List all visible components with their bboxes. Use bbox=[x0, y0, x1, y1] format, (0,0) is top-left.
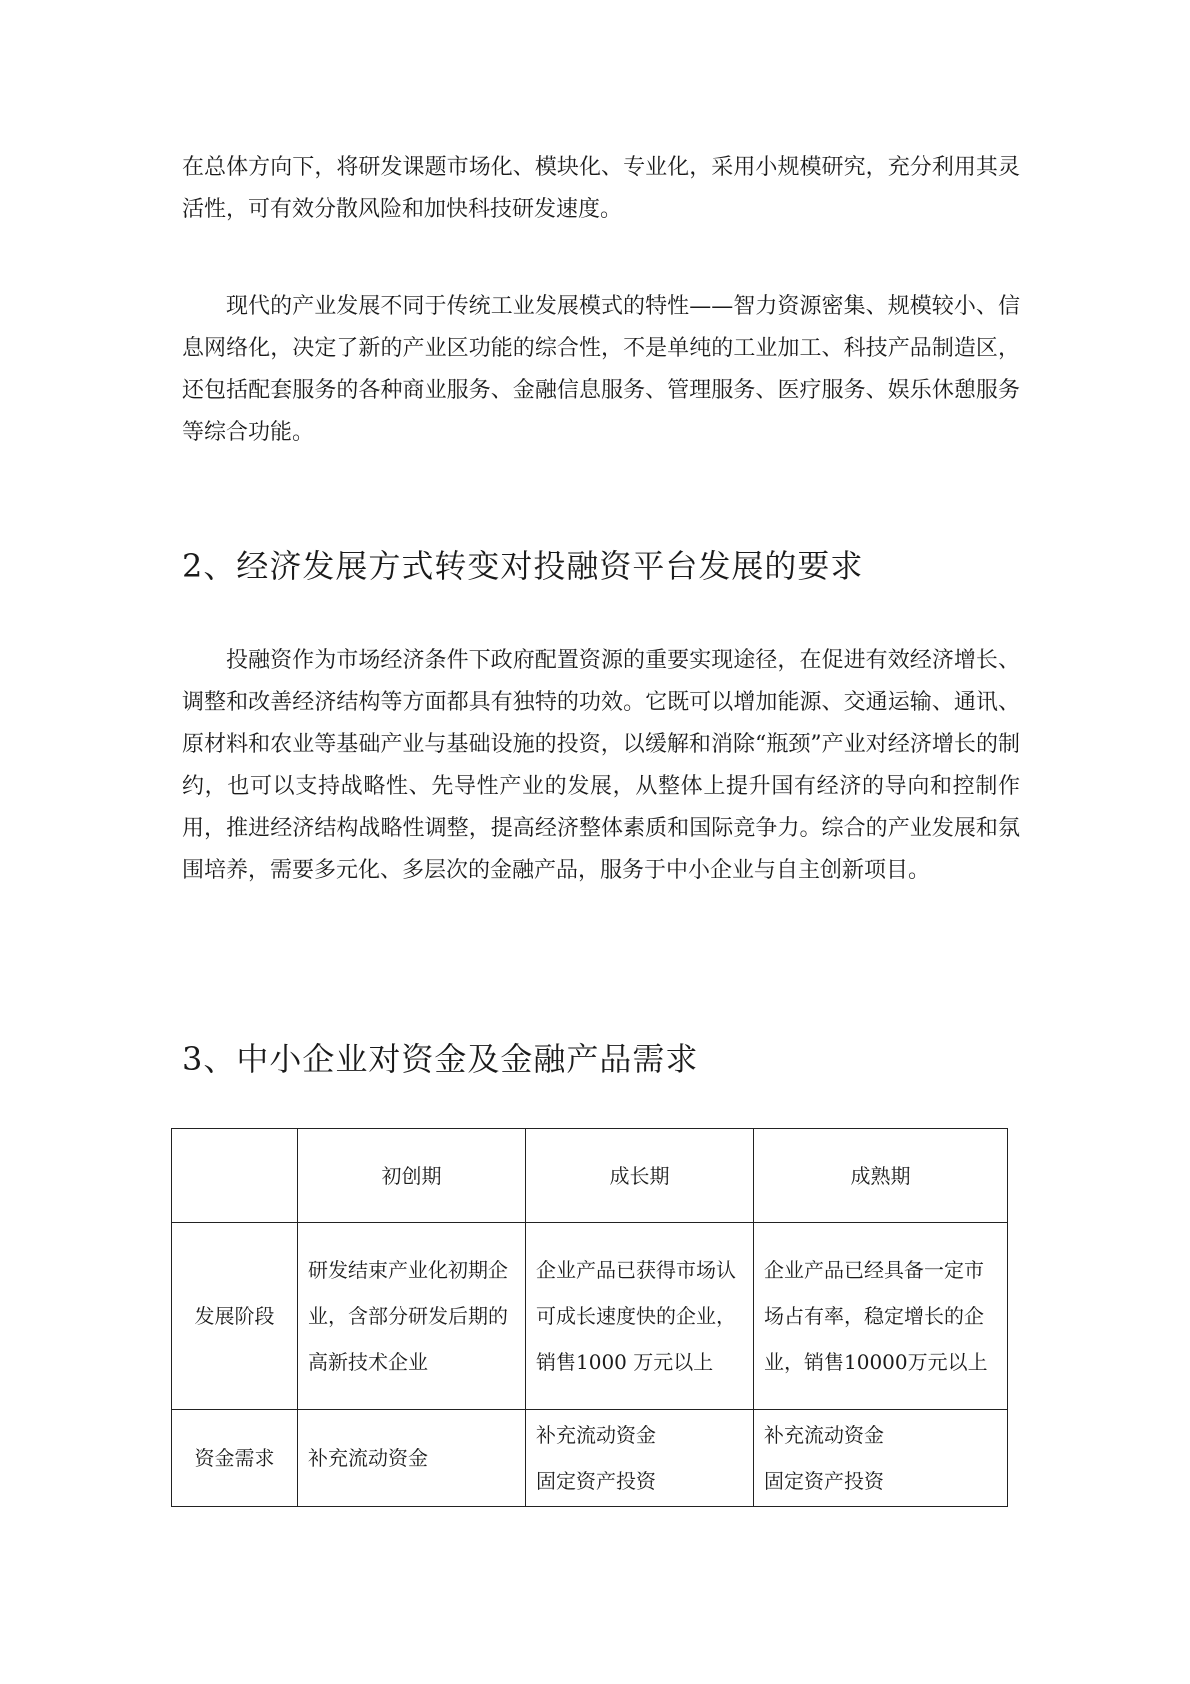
row-label-development-stage: 发展阶段 bbox=[172, 1223, 298, 1410]
header-startup-stage: 初创期 bbox=[298, 1129, 526, 1223]
section-heading-3: 3、中小企业对资金及金融产品需求 bbox=[182, 1040, 699, 1078]
sme-funding-table bbox=[171, 1128, 1008, 1507]
table-row-development-stage bbox=[172, 1223, 1008, 1410]
cell-growth-stage-description: 企业产品已获得市场认可成长速度快的企业，销售1000 万元以上 bbox=[526, 1223, 754, 1410]
mature-need-line-2: 固定资产投资 bbox=[764, 1469, 884, 1493]
paragraph-rnd-strategy: 在总体方向下，将研发课题市场化、模块化、专业化，采用小规模研究，充分利用其灵活性，可有效分散风险和加快科技研发速度。 bbox=[182, 155, 1020, 222]
table-header-row bbox=[172, 1129, 1008, 1223]
growth-need-line-2: 固定资产投资 bbox=[536, 1469, 656, 1493]
cell-startup-stage-description: 研发结束产业化初期企业，含部分研发后期的高新技术企业 bbox=[298, 1223, 526, 1410]
row-label-funding-need: 资金需求 bbox=[172, 1410, 298, 1507]
paragraph-industry-development: 现代的产业发展不同于传统工业发展模式的特性——智力资源密集、规模较小、信息网络化，决定了新的产业区功能的综合性，不是单纯的工业加工、科技产品制造区，还包括配套服务的各种商业服务、金融信息服务、管理服务、医疗服务、娱乐休憩服务等综合功能。 bbox=[182, 294, 1020, 445]
paragraph-investment-financing: 投融资作为市场经济条件下政府配置资源的重要实现途径，在促进有效经济增长、调整和改善经济结构等方面都具有独特的功效。它既可以增加能源、交通运输、通讯、原材料和农业等基础产业与基础设施的投资，以缓解和消除“瓶颈”产业对经济增长的制约，也可以支持战略性、先导性产业的发展，从整体上提升国有经济的导向和控制作用，推进经济结构战略性调整，提高经济整体素质和国际竞争力。综合的产业发展和氛围培养，需要多元化、多层次的金融产品，服务于中小企业与自主创新项目。 bbox=[182, 648, 1020, 883]
header-growth-stage: 成长期 bbox=[526, 1129, 754, 1223]
cell-mature-stage-description: 企业产品已经具备一定市场占有率，稳定增长的企业，销售10000万元以上 bbox=[754, 1223, 1008, 1410]
mature-need-line-1: 补充流动资金 bbox=[764, 1423, 884, 1447]
section-heading-2: 2、经济发展方式转变对投融资平台发展的要求 bbox=[182, 547, 864, 585]
cell-growth-funding-need bbox=[526, 1410, 754, 1507]
table-row-funding-need bbox=[172, 1410, 1008, 1507]
growth-need-line-1: 补充流动资金 bbox=[536, 1423, 656, 1447]
cell-mature-funding-need bbox=[754, 1410, 1008, 1507]
header-mature-stage: 成熟期 bbox=[754, 1129, 1008, 1223]
table-corner-cell bbox=[172, 1129, 298, 1223]
cell-startup-funding-need: 补充流动资金 bbox=[298, 1410, 526, 1507]
